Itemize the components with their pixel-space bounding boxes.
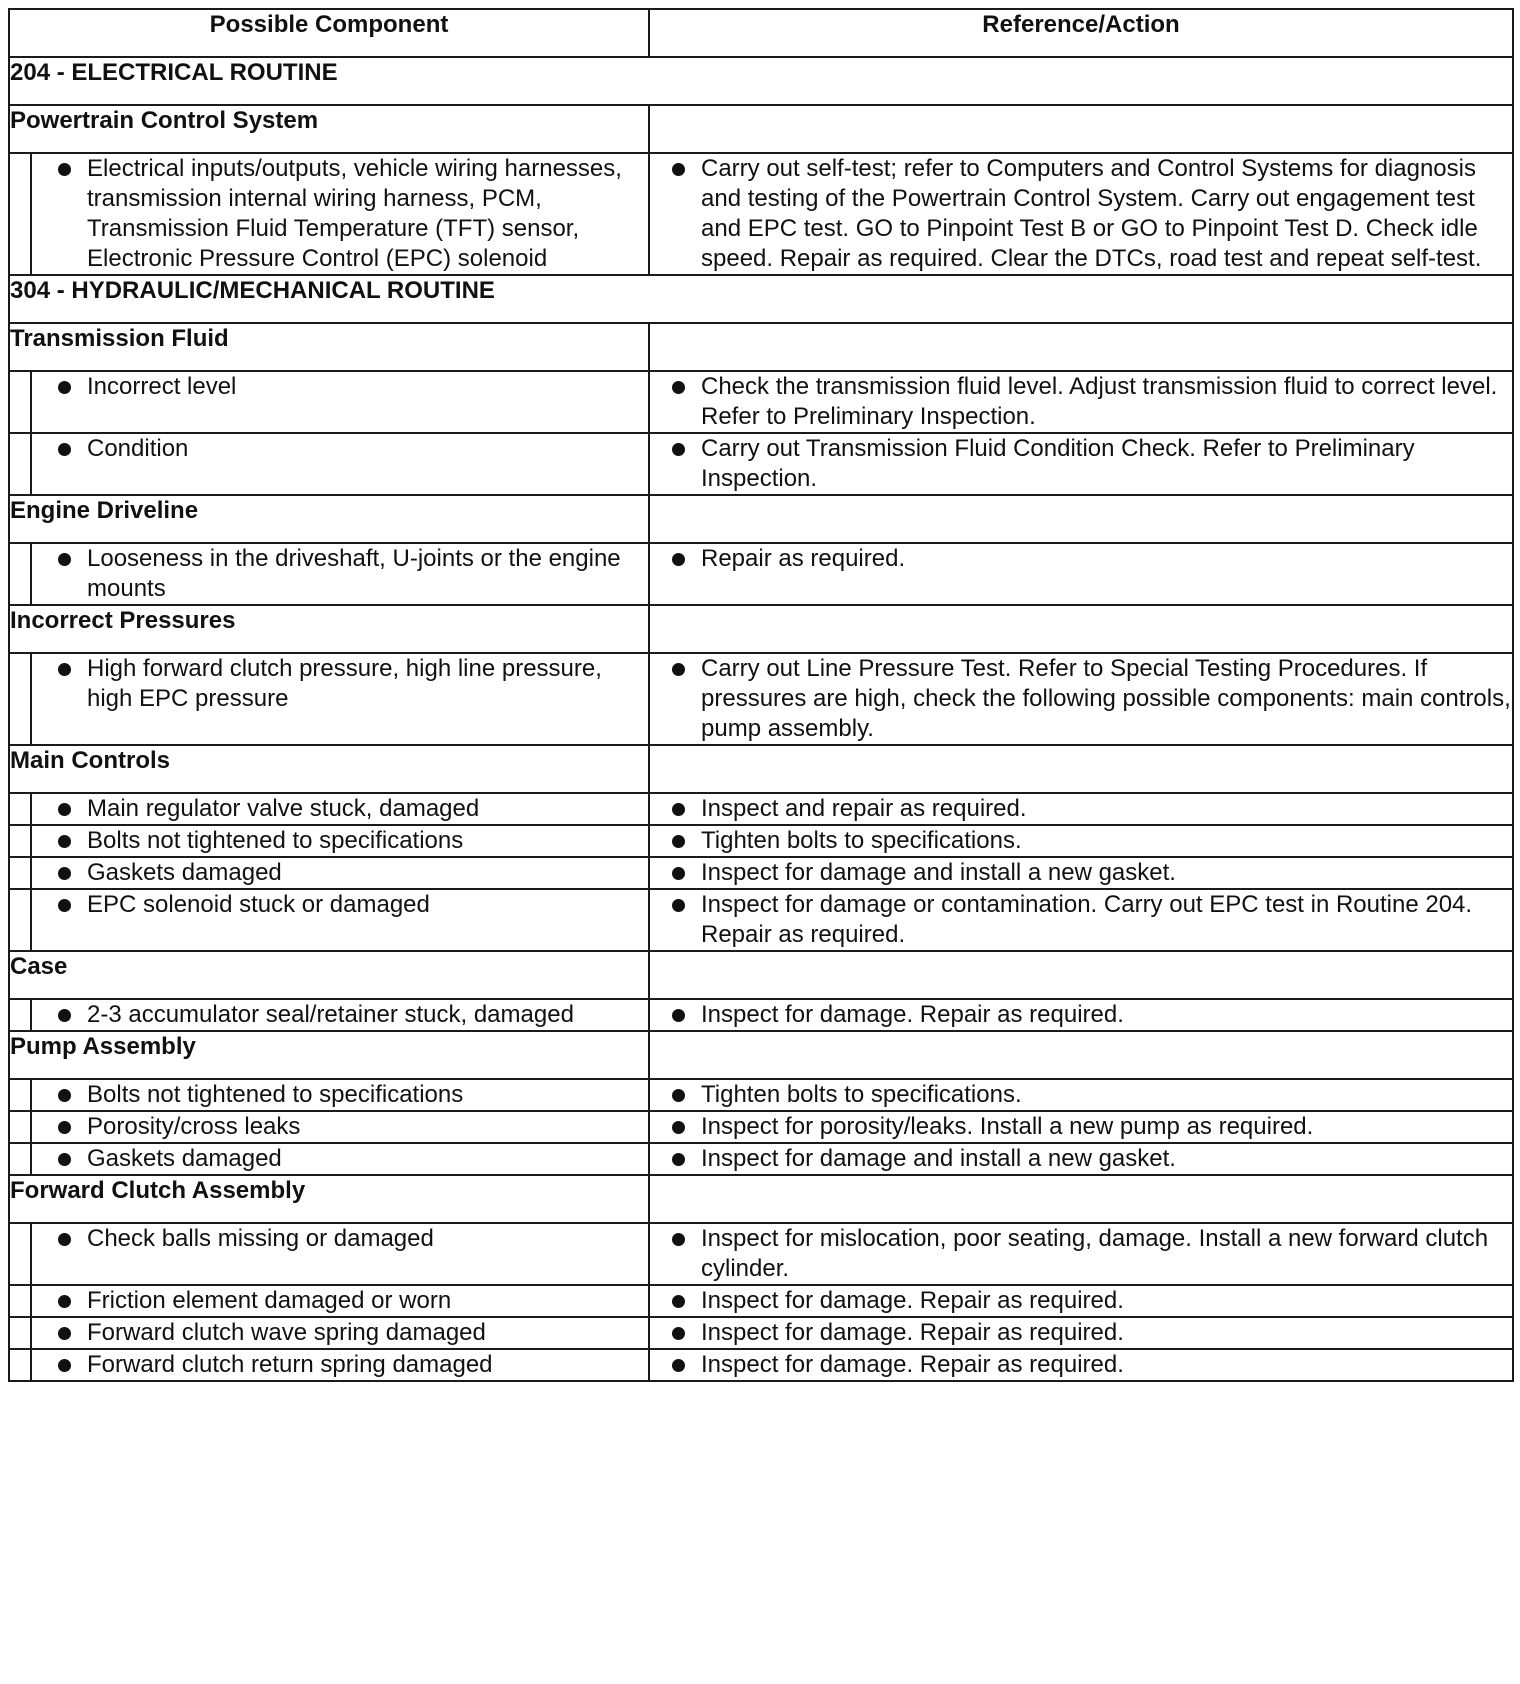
action-bullet-item xyxy=(650,826,1512,856)
indent-cell xyxy=(9,1111,31,1143)
group-action-empty xyxy=(649,1175,1513,1223)
bullet-icon xyxy=(58,835,71,848)
action-text: Tighten bolts to specifications. xyxy=(701,1081,1022,1108)
component-cell xyxy=(31,999,649,1031)
action-cell xyxy=(649,793,1513,825)
action-cell xyxy=(649,1143,1513,1175)
bullet-icon xyxy=(58,553,71,566)
action-bullet-item xyxy=(650,1350,1512,1380)
bullet-icon xyxy=(58,1009,71,1022)
action-text: Inspect for damage. Repair as required. xyxy=(701,1351,1124,1378)
table-row xyxy=(9,1285,1513,1317)
group-title: Powertrain Control System xyxy=(9,105,649,153)
action-text: Inspect for damage and install a new gasket. xyxy=(701,1145,1176,1172)
table-row xyxy=(9,1223,1513,1285)
action-text: Inspect for porosity/leaks. Install a new pump as required. xyxy=(701,1113,1314,1140)
action-text: Inspect for damage or contamination. Carry out EPC test in Routine 204. Repair as required. xyxy=(701,891,1473,948)
indent-cell xyxy=(9,371,31,433)
action-text: Carry out Transmission Fluid Condition Check. Refer to Preliminary Inspection. xyxy=(701,435,1415,492)
bullet-icon xyxy=(672,1233,685,1246)
table-row xyxy=(9,999,1513,1031)
component-cell xyxy=(31,153,649,275)
action-text: Inspect for damage. Repair as required. xyxy=(701,1001,1124,1028)
action-cell xyxy=(649,1223,1513,1285)
component-bullet-item xyxy=(32,826,648,856)
routine-title: 304 - HYDRAULIC/MECHANICAL ROUTINE xyxy=(9,275,1513,323)
indent-cell xyxy=(9,543,31,605)
component-bullet-item xyxy=(32,1112,648,1142)
component-bullet-item xyxy=(32,654,648,714)
action-bullet-item xyxy=(650,1144,1512,1174)
bullet-icon xyxy=(672,443,685,456)
table-row xyxy=(9,1143,1513,1175)
bullet-icon xyxy=(58,1089,71,1102)
group-action-empty xyxy=(649,105,1513,153)
action-cell xyxy=(649,1317,1513,1349)
header-action: Reference/Action xyxy=(649,9,1513,57)
component-text: Bolts not tightened to specifications xyxy=(87,827,464,854)
action-cell xyxy=(649,1349,1513,1381)
action-text: Carry out Line Pressure Test. Refer to Special Testing Procedures. If pressures are high, check the following possible components: main controls, pump assembly. xyxy=(701,655,1511,742)
group-title: Transmission Fluid xyxy=(9,323,649,371)
bullet-icon xyxy=(672,899,685,912)
action-bullet-item xyxy=(650,1080,1512,1110)
routine-title: 204 - ELECTRICAL ROUTINE xyxy=(9,57,1513,105)
component-text: Condition xyxy=(87,435,189,462)
bullet-icon xyxy=(672,803,685,816)
group-title: Pump Assembly xyxy=(9,1031,649,1079)
group-action-empty xyxy=(649,951,1513,999)
table-row xyxy=(9,371,1513,433)
bullet-icon xyxy=(672,1295,685,1308)
component-text: Porosity/cross leaks xyxy=(87,1113,301,1140)
bullet-icon xyxy=(58,803,71,816)
component-text: Main regulator valve stuck, damaged xyxy=(87,795,480,822)
table-row xyxy=(9,653,1513,745)
table-row xyxy=(9,1111,1513,1143)
component-bullet-item xyxy=(32,794,648,824)
action-cell xyxy=(649,857,1513,889)
component-bullet-item xyxy=(32,1144,648,1174)
table-row xyxy=(9,825,1513,857)
group-action-empty xyxy=(649,323,1513,371)
component-text: Gaskets damaged xyxy=(87,859,282,886)
component-bullet-item xyxy=(32,1224,648,1254)
component-bullet-item xyxy=(32,544,648,604)
component-text: EPC solenoid stuck or damaged xyxy=(87,891,430,918)
action-text: Inspect for damage and install a new gasket. xyxy=(701,859,1176,886)
action-cell xyxy=(649,1285,1513,1317)
action-bullet-item xyxy=(650,794,1512,824)
component-text: 2-3 accumulator seal/retainer stuck, damaged xyxy=(87,1001,574,1028)
component-text: Incorrect level xyxy=(87,373,237,400)
action-cell xyxy=(649,825,1513,857)
group-row xyxy=(9,745,1513,793)
component-cell xyxy=(31,653,649,745)
component-cell xyxy=(31,857,649,889)
action-bullet-item xyxy=(650,1286,1512,1316)
action-bullet-item xyxy=(650,1112,1512,1142)
component-bullet-item xyxy=(32,1350,648,1380)
component-cell xyxy=(31,1317,649,1349)
bullet-icon xyxy=(672,867,685,880)
indent-cell xyxy=(9,433,31,495)
indent-cell xyxy=(9,1079,31,1111)
component-cell xyxy=(31,793,649,825)
indent-cell xyxy=(9,793,31,825)
action-text: Check the transmission fluid level. Adjust transmission fluid to correct level. Refer to Preliminary Inspection. xyxy=(701,373,1498,430)
group-title: Case xyxy=(9,951,649,999)
table-row xyxy=(9,543,1513,605)
group-row xyxy=(9,1175,1513,1223)
bullet-icon xyxy=(58,1153,71,1166)
indent-cell xyxy=(9,1143,31,1175)
component-cell xyxy=(31,1349,649,1381)
group-row xyxy=(9,105,1513,153)
action-bullet-item xyxy=(650,154,1512,274)
component-cell xyxy=(31,1223,649,1285)
action-cell xyxy=(649,1079,1513,1111)
action-bullet-item xyxy=(650,434,1512,494)
group-row xyxy=(9,605,1513,653)
bullet-icon xyxy=(58,1233,71,1246)
action-cell xyxy=(649,543,1513,605)
indent-cell xyxy=(9,825,31,857)
component-text: Friction element damaged or worn xyxy=(87,1287,452,1314)
table-body xyxy=(9,57,1513,1381)
component-text: Forward clutch wave spring damaged xyxy=(87,1319,486,1346)
component-cell xyxy=(31,1079,649,1111)
action-cell xyxy=(649,371,1513,433)
component-cell xyxy=(31,825,649,857)
group-title: Engine Driveline xyxy=(9,495,649,543)
action-bullet-item xyxy=(650,1000,1512,1030)
action-bullet-item xyxy=(650,858,1512,888)
bullet-icon xyxy=(58,1295,71,1308)
component-text: Electrical inputs/outputs, vehicle wiring harnesses, transmission internal wiring harness, PCM, Transmission Fluid Temperature (TFT) sensor, Electronic Pressure Control (EPC) solenoid xyxy=(87,155,622,272)
action-text: Inspect and repair as required. xyxy=(701,795,1027,822)
component-bullet-item xyxy=(32,1318,648,1348)
indent-cell xyxy=(9,889,31,951)
routine-row xyxy=(9,57,1513,105)
header-row xyxy=(9,9,1513,57)
action-cell xyxy=(649,889,1513,951)
action-cell xyxy=(649,1111,1513,1143)
group-row xyxy=(9,1031,1513,1079)
action-bullet-item xyxy=(650,654,1512,744)
component-bullet-item xyxy=(32,154,648,274)
action-text: Repair as required. xyxy=(701,545,906,572)
bullet-icon xyxy=(58,381,71,394)
component-bullet-item xyxy=(32,890,648,920)
action-cell xyxy=(649,653,1513,745)
group-row xyxy=(9,951,1513,999)
bullet-icon xyxy=(672,663,685,676)
diagnostic-table xyxy=(8,8,1514,1382)
action-text: Inspect for damage. Repair as required. xyxy=(701,1319,1124,1346)
group-title: Forward Clutch Assembly xyxy=(9,1175,649,1223)
bullet-icon xyxy=(672,381,685,394)
group-title: Incorrect Pressures xyxy=(9,605,649,653)
bullet-icon xyxy=(58,899,71,912)
component-text: Forward clutch return spring damaged xyxy=(87,1351,493,1378)
bullet-icon xyxy=(672,835,685,848)
table-row xyxy=(9,433,1513,495)
indent-cell xyxy=(9,1223,31,1285)
indent-cell xyxy=(9,153,31,275)
group-title: Main Controls xyxy=(9,745,649,793)
bullet-icon xyxy=(58,1327,71,1340)
component-text: Bolts not tightened to specifications xyxy=(87,1081,464,1108)
bullet-icon xyxy=(58,1359,71,1372)
bullet-icon xyxy=(58,163,71,176)
component-bullet-item xyxy=(32,1286,648,1316)
bullet-icon xyxy=(672,1009,685,1022)
action-bullet-item xyxy=(650,544,1512,574)
header-component: Possible Component xyxy=(9,9,649,57)
component-cell xyxy=(31,1111,649,1143)
component-text: Gaskets damaged xyxy=(87,1145,282,1172)
indent-cell xyxy=(9,999,31,1031)
bullet-icon xyxy=(672,1089,685,1102)
action-cell xyxy=(649,999,1513,1031)
group-row xyxy=(9,323,1513,371)
bullet-icon xyxy=(58,663,71,676)
indent-cell xyxy=(9,1285,31,1317)
bullet-icon xyxy=(672,1359,685,1372)
bullet-icon xyxy=(672,1121,685,1134)
component-bullet-item xyxy=(32,434,648,464)
indent-cell xyxy=(9,1349,31,1381)
table-row xyxy=(9,889,1513,951)
component-text: High forward clutch pressure, high line pressure, high EPC pressure xyxy=(87,655,602,712)
bullet-icon xyxy=(672,553,685,566)
group-row xyxy=(9,495,1513,543)
indent-cell xyxy=(9,653,31,745)
bullet-icon xyxy=(672,1327,685,1340)
table-row xyxy=(9,857,1513,889)
table-row xyxy=(9,1349,1513,1381)
component-bullet-item xyxy=(32,1000,648,1030)
component-cell xyxy=(31,433,649,495)
group-action-empty xyxy=(649,745,1513,793)
action-bullet-item xyxy=(650,1224,1512,1284)
bullet-icon xyxy=(672,163,685,176)
table-row xyxy=(9,793,1513,825)
action-bullet-item xyxy=(650,890,1512,950)
component-cell xyxy=(31,371,649,433)
component-bullet-item xyxy=(32,372,648,402)
action-bullet-item xyxy=(650,372,1512,432)
component-text: Looseness in the driveshaft, U-joints or the engine mounts xyxy=(87,545,621,602)
indent-cell xyxy=(9,1317,31,1349)
group-action-empty xyxy=(649,495,1513,543)
component-cell xyxy=(31,1285,649,1317)
action-text: Inspect for mislocation, poor seating, damage. Install a new forward clutch cylinder. xyxy=(701,1225,1489,1282)
table-row xyxy=(9,1317,1513,1349)
routine-row xyxy=(9,275,1513,323)
indent-cell xyxy=(9,857,31,889)
component-cell xyxy=(31,543,649,605)
component-bullet-item xyxy=(32,1080,648,1110)
bullet-icon xyxy=(58,867,71,880)
component-cell xyxy=(31,889,649,951)
bullet-icon xyxy=(58,1121,71,1134)
component-bullet-item xyxy=(32,858,648,888)
component-text: Check balls missing or damaged xyxy=(87,1225,434,1252)
action-text: Carry out self-test; refer to Computers and Control Systems for diagnosis and testing of the Powertrain Control System. Carry out engagement test and EPC test. GO to Pinpoint Test B or GO to Pinpoint Test D. Check idle speed. Repair as required. Clear the DTCs, road test and repeat self-test. xyxy=(701,155,1482,272)
bullet-icon xyxy=(672,1153,685,1166)
table-row xyxy=(9,1079,1513,1111)
table-row xyxy=(9,153,1513,275)
bullet-icon xyxy=(58,443,71,456)
action-text: Tighten bolts to specifications. xyxy=(701,827,1022,854)
action-text: Inspect for damage. Repair as required. xyxy=(701,1287,1124,1314)
component-cell xyxy=(31,1143,649,1175)
action-bullet-item xyxy=(650,1318,1512,1348)
action-cell xyxy=(649,433,1513,495)
group-action-empty xyxy=(649,605,1513,653)
action-cell xyxy=(649,153,1513,275)
group-action-empty xyxy=(649,1031,1513,1079)
